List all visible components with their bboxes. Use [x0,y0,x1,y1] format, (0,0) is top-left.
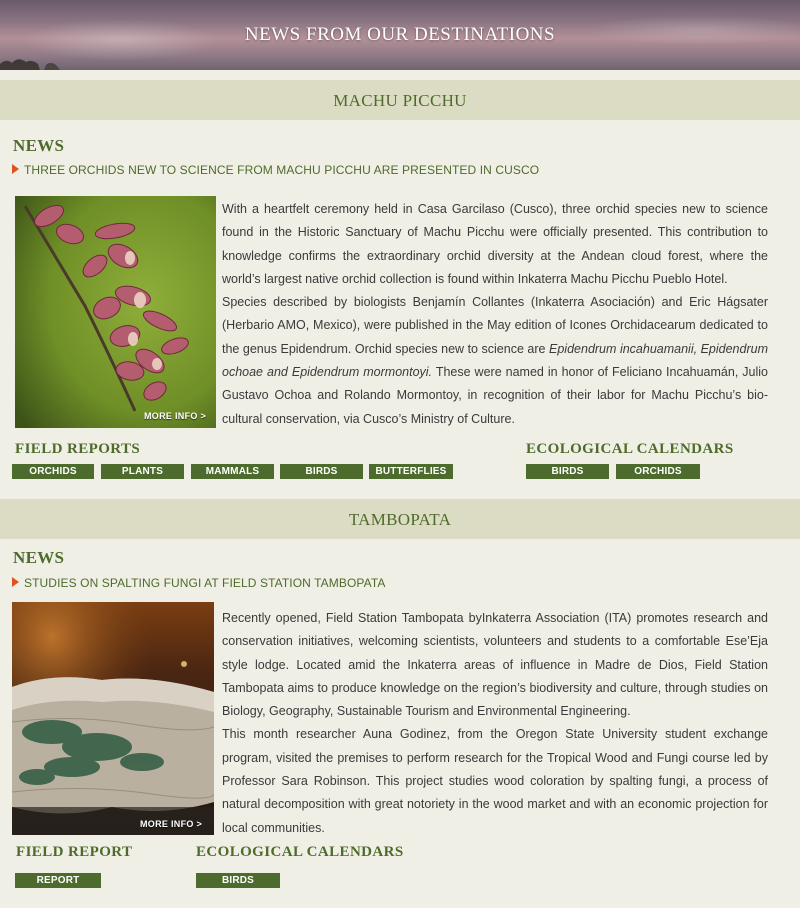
field-report-birds-button[interactable]: BIRDS [280,464,363,479]
field-report-mammals-button[interactable]: MAMMALS [191,464,274,479]
field-report-butterflies-button[interactable]: BUTTERFLIES [369,464,453,479]
fungi-wood-photo[interactable] [12,602,214,835]
more-info-link[interactable]: MORE INFO > [140,819,203,829]
eco-calendars-heading-machu: ECOLOGICAL CALENDARS [526,441,734,457]
species-names: Epidendrum incahuamanii, Epidendrum ochoae and Epidendrum mormontoyi. [222,341,768,380]
orchid-image [15,196,216,428]
tree-silhouette [0,50,100,70]
machu-paragraph-2-b: These were named in honor of Feliciano Incahuamán, Julio Gustavo Ochoa and Rolando Mormontoy, in recognition of their labor for Machu Picchu’s bio-cultural conservation, via Cusco’s Ministry of Culture. [222,365,768,426]
arrow-bullet-icon [12,577,19,587]
arrow-bullet-icon [12,164,19,174]
field-report-button[interactable]: REPORT [15,873,101,888]
news-heading-machu: NEWS [13,136,65,155]
tambopata-paragraph-1: Recently opened, Field Station Tambopata byInkaterra Association (ITA) promotes research and conservation initiatives, welcoming scientists, volunteers and students to a comfortable Ese’Eja style lodge. Located amid the Inkaterra areas of influence in Madre de Dios, Field Station Tambopata aims to produce knowledge on the region’s biodiversity and culture, through studies on Biology, Geography, Sustainable Tourism and Environmental Engineering. [222,611,768,719]
machu-paragraph-2 [222,291,768,431]
news-heading-tambopata: NEWS [13,548,65,567]
eco-calendars-heading-tambopata: ECOLOGICAL CALENDARS [196,844,404,860]
section-title-tambopata: TAMBOPATA [348,510,452,529]
field-report-heading: FIELD REPORT [16,844,133,860]
news-link-orchids[interactable]: THREE ORCHIDS NEW TO SCIENCE FROM MACHU PICCHU ARE PRESENTED IN CUSCO [24,163,540,177]
news-link-spalting-fungi[interactable]: STUDIES ON SPALTING FUNGI AT FIELD STATION TAMBOPATA [24,576,386,590]
eco-calendar-birds-button-tambopata[interactable]: BIRDS [196,873,280,888]
machu-article-text [222,198,768,431]
fungi-wood-image [12,602,214,835]
more-info-link[interactable]: MORE INFO > [144,411,207,421]
field-report-orchids-button[interactable]: ORCHIDS [12,464,94,479]
tambopata-paragraph-2: This month researcher Auna Godinez, from the Oregon State University student exchange program, visited the premises to perform research for the Tropical Wood and Fungi course led by Professor Sara Robinson. This project studies wood coloration by spalting fungi, a process of natural decomposition with great notoriety in the wood market and with an economic projection for local communities. [222,727,768,835]
tambopata-article-text [222,607,768,840]
banner [0,0,800,70]
machu-paragraph-2-a: Species described by biologists Benjamín Collantes (Inkaterra Asociación) and Eric Hágsater (Herbario AMO, Mexico), were published in the May edition of Icones Orchidacearum dedicated to the genus Epidendrum. Orchid species new to science are [222,295,768,356]
section-title-machu-picchu: MACHU PICCHU [333,91,467,110]
field-report-plants-button[interactable]: PLANTS [101,464,184,479]
field-reports-heading: FIELD REPORTS [15,441,141,457]
machu-paragraph-1: With a heartfelt ceremony held in Casa Garcilaso (Cusco), three orchid species new to science found in the Historic Sanctuary of Machu Picchu were officially presented. This contribution to knowledge confirms the extraordinary orchid diversity at the Andean cloud forest, where the world’s largest native orchid collection is found within Inkaterra Machu Picchu Pueblo Hotel. [222,202,768,286]
banner-title: NEWS FROM OUR DESTINATIONS [244,24,556,45]
orchid-photo[interactable] [15,196,216,428]
eco-calendar-birds-button[interactable]: BIRDS [526,464,609,479]
eco-calendar-orchids-button[interactable]: ORCHIDS [616,464,700,479]
